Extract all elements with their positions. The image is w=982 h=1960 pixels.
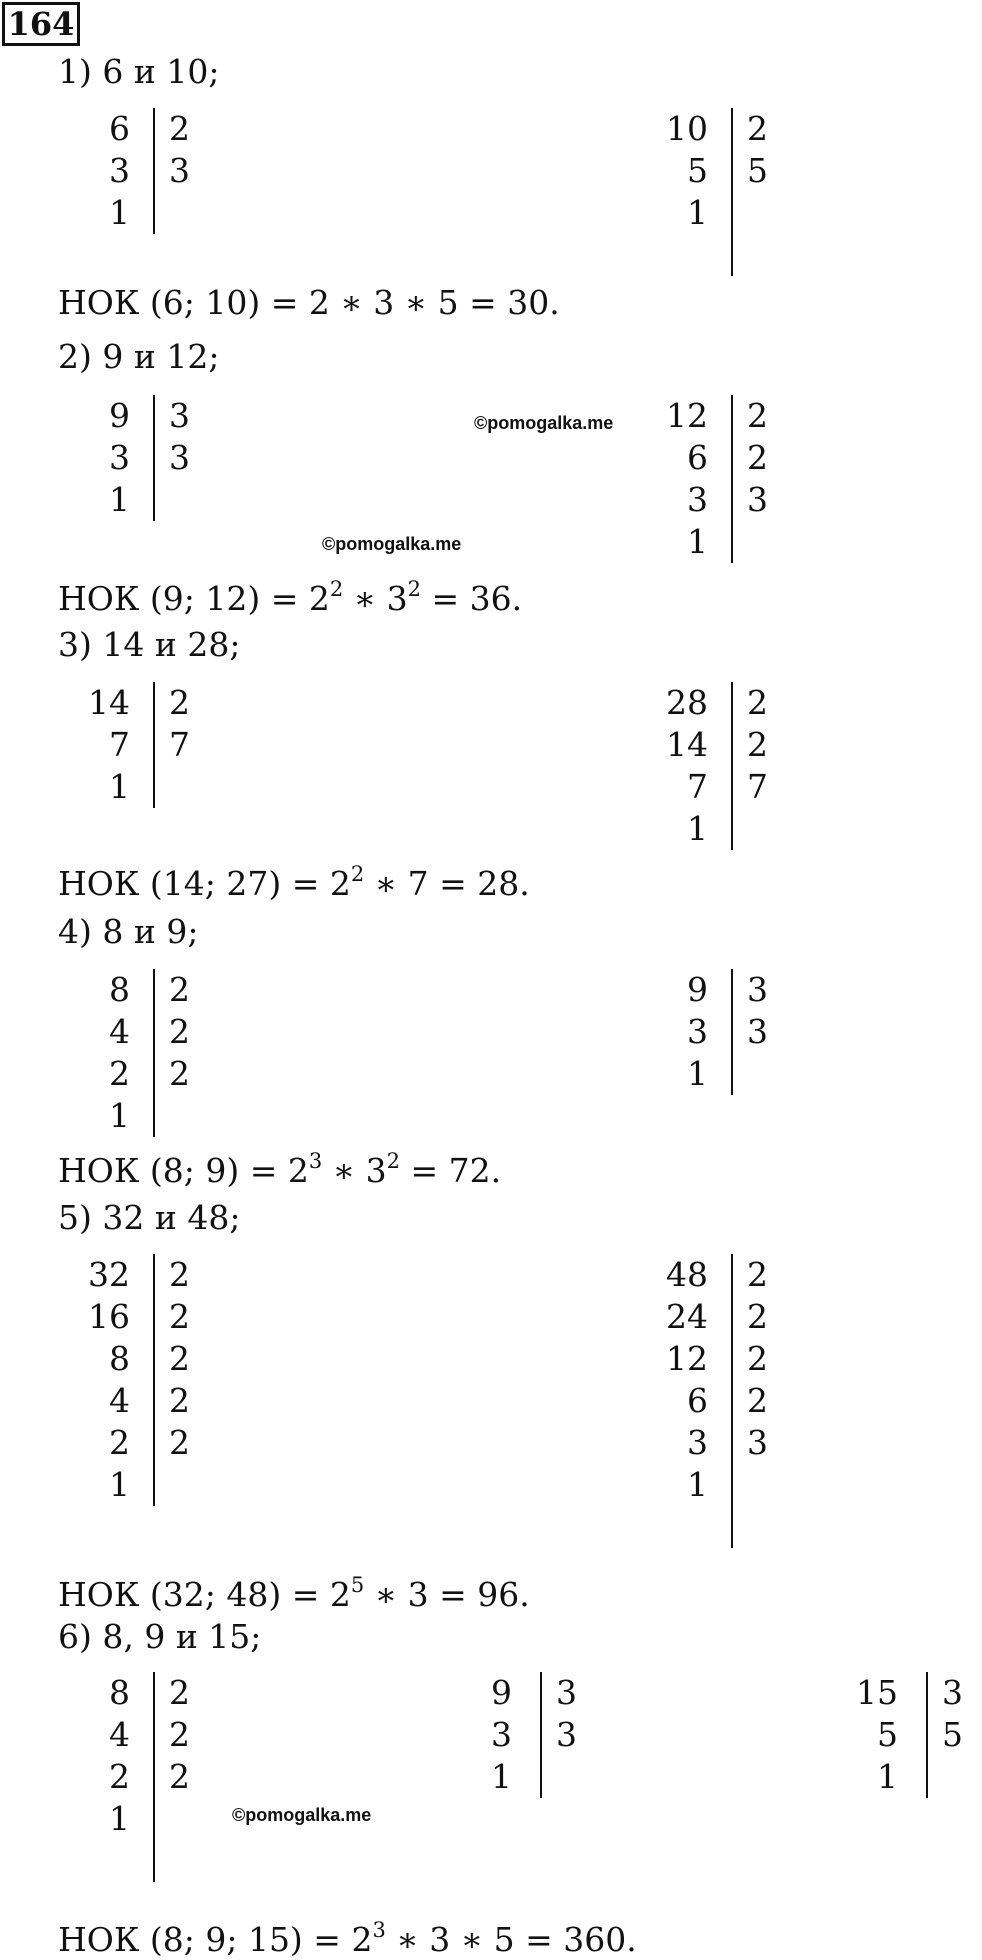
dividend-value: 8 — [109, 970, 130, 1009]
divisor-value: 2 — [747, 683, 768, 722]
power-exponent: 3 — [308, 1149, 323, 1173]
divisor-value: 2 — [169, 970, 190, 1009]
watermark: ©pomogalka.me — [474, 413, 614, 433]
factorization-table — [40, 969, 190, 1137]
divisor-value: 2 — [747, 1255, 768, 1294]
divider-line — [540, 1672, 542, 1798]
divisor-value — [169, 1095, 209, 1137]
divisor-value — [747, 192, 787, 234]
divisor-value: 3 — [747, 970, 768, 1009]
power-exponent: 2 — [350, 862, 365, 886]
section-heading: 1) 6 и 10; — [58, 52, 220, 91]
dividend-value: 4 — [109, 1012, 130, 1051]
power-exponent: 2 — [386, 1149, 401, 1173]
dividend-value: 5 — [877, 1715, 898, 1754]
result-prefix: НОК (14; 27) = — [58, 864, 330, 903]
dividend-value: 4 — [109, 1715, 130, 1754]
divisor-value: 2 — [169, 1054, 190, 1093]
dividend-value: 1 — [109, 1096, 130, 1135]
divisor-value: 2 — [169, 1423, 190, 1462]
dividend-value: 1 — [109, 193, 130, 232]
dividend-value: 2 — [109, 1054, 130, 1093]
divisor-value: 7 — [169, 725, 190, 764]
factorization-table — [40, 682, 190, 808]
section-heading: 5) 32 и 48; — [58, 1198, 241, 1237]
divisor-value: 7 — [747, 767, 768, 806]
dividend-value: 1 — [877, 1757, 898, 1796]
factorization-table — [808, 1672, 963, 1798]
divisor-value — [747, 1464, 787, 1506]
watermark: ©pomogalka.me — [232, 1805, 372, 1825]
problem-number: 164 — [2, 2, 80, 46]
divisor-value: 2 — [169, 1339, 190, 1378]
divider-line — [731, 108, 733, 276]
divider-line — [731, 395, 733, 563]
result-formula — [58, 1565, 530, 1615]
divisor-value: 3 — [556, 1673, 577, 1712]
dividend-value: 3 — [491, 1715, 512, 1754]
divisor-value — [747, 808, 787, 850]
divisor-value: 3 — [556, 1715, 577, 1754]
divisor-value — [169, 766, 209, 808]
dividend-value: 2 — [109, 1757, 130, 1796]
dividend-value: 28 — [666, 683, 708, 722]
dividend-value: 6 — [687, 438, 708, 477]
dividend-value: 12 — [666, 1339, 708, 1378]
section-heading: 2) 9 и 12; — [58, 337, 220, 376]
dividend-value: 1 — [109, 480, 130, 519]
divider-line — [153, 969, 155, 1137]
dividend-value: 3 — [687, 1423, 708, 1462]
divider-line — [153, 108, 155, 234]
divisor-value: 2 — [169, 1297, 190, 1336]
divisor-value: 2 — [169, 109, 190, 148]
result-prefix: НОК (32; 48) = — [58, 1575, 330, 1614]
dividend-value: 6 — [109, 109, 130, 148]
formula-tail: = 72. — [400, 1151, 502, 1190]
divisor-value: 3 — [747, 480, 768, 519]
dividend-value: 3 — [687, 1012, 708, 1051]
dividend-value: 9 — [491, 1673, 512, 1712]
dividend-value: 15 — [856, 1673, 898, 1712]
result-formula — [58, 854, 530, 904]
dividend-value: 7 — [687, 767, 708, 806]
factorization-table — [618, 108, 768, 276]
factorization-table — [422, 1672, 577, 1798]
divisor-value: 3 — [169, 396, 190, 435]
divisor-value: 2 — [169, 1012, 190, 1051]
section-heading: 3) 14 и 28; — [58, 625, 241, 664]
power-base: 3 — [365, 1151, 387, 1190]
dividend-value: 8 — [109, 1339, 130, 1378]
result-prefix: НОК (9; 12) = — [58, 579, 309, 618]
dividend-value: 1 — [109, 1465, 130, 1504]
formula-tail: ∗ 3 ∗ 5 = 360. — [385, 1920, 637, 1959]
dividend-value: 16 — [88, 1297, 130, 1336]
divisor-value: 3 — [747, 1012, 768, 1051]
divider-line — [153, 1254, 155, 1506]
section-heading: 6) 8, 9 и 15; — [58, 1617, 262, 1656]
divisor-value: 2 — [747, 396, 768, 435]
result-formula — [58, 569, 522, 619]
dividend-value: 32 — [88, 1255, 130, 1294]
divisor-value: 5 — [942, 1715, 963, 1754]
divisor-value: 2 — [169, 1757, 190, 1796]
divisor-value: 5 — [747, 151, 768, 190]
power-base: 2 — [351, 1920, 373, 1959]
result-prefix: НОК (8; 9; 15) = — [58, 1920, 352, 1959]
dividend-value: 5 — [687, 151, 708, 190]
divisor-value: 2 — [747, 1381, 768, 1420]
power-exponent: 5 — [350, 1573, 365, 1597]
divisor-value — [169, 479, 209, 521]
factorization-table — [618, 682, 768, 850]
factorization-table — [618, 1254, 768, 1548]
divider-line — [731, 1254, 733, 1548]
factorization-table — [40, 1254, 190, 1506]
dividend-value: 1 — [687, 1054, 708, 1093]
divisor-value: 3 — [169, 151, 190, 190]
power-exponent: 3 — [372, 1918, 386, 1942]
watermark: ©pomogalka.me — [322, 534, 462, 554]
divisor-value: 2 — [747, 438, 768, 477]
dividend-value: 12 — [666, 396, 708, 435]
dividend-value: 4 — [109, 1381, 130, 1420]
divisor-value: 2 — [747, 1339, 768, 1378]
divisor-value — [169, 192, 209, 234]
divider-line — [731, 682, 733, 850]
formula-tail: ∗ 3 = 96. — [364, 1575, 530, 1614]
dividend-value: 9 — [687, 970, 708, 1009]
dividend-value: 2 — [109, 1423, 130, 1462]
factorization-table — [618, 969, 768, 1095]
section-heading: 4) 8 и 9; — [58, 912, 199, 951]
dividend-value: 1 — [687, 193, 708, 232]
power-base: 3 — [386, 579, 408, 618]
power-exponent: 2 — [407, 577, 422, 601]
divisor-value — [169, 1464, 209, 1506]
power-exponent: 2 — [329, 577, 344, 601]
factorization-table — [40, 108, 190, 234]
dividend-value: 1 — [491, 1757, 512, 1796]
divisor-value: 2 — [169, 683, 190, 722]
divisor-value: 2 — [747, 725, 768, 764]
result-prefix: НОК (6; 10) = 2 ∗ 3 ∗ 5 = 30. — [58, 283, 560, 322]
dividend-value: 3 — [687, 480, 708, 519]
divisor-value — [747, 521, 787, 563]
divisor-value: 2 — [747, 109, 768, 148]
dividend-value: 10 — [666, 109, 708, 148]
result-formula — [58, 1141, 501, 1191]
factorization-table — [618, 395, 768, 563]
dividend-value: 14 — [88, 683, 130, 722]
power-base: 2 — [287, 1151, 309, 1190]
formula-tail: ∗ — [322, 1151, 366, 1190]
result-formula — [58, 1910, 637, 1960]
dividend-value: 3 — [109, 151, 130, 190]
factorization-table — [40, 395, 190, 521]
factorization-table — [40, 1672, 190, 1882]
divisor-value: 2 — [169, 1715, 190, 1754]
dividend-value: 14 — [666, 725, 708, 764]
formula-tail: ∗ 7 = 28. — [364, 864, 530, 903]
dividend-value: 1 — [109, 767, 130, 806]
divisor-value: 3 — [747, 1423, 768, 1462]
dividend-value: 9 — [109, 396, 130, 435]
divisor-value — [942, 1756, 982, 1798]
formula-tail: = 36. — [421, 579, 523, 618]
dividend-value: 3 — [109, 438, 130, 477]
dividend-value: 7 — [109, 725, 130, 764]
dividend-value: 1 — [109, 1799, 130, 1838]
dividend-value: 6 — [687, 1381, 708, 1420]
divisor-value: 2 — [169, 1381, 190, 1420]
divider-line — [731, 969, 733, 1095]
power-base: 2 — [308, 579, 330, 618]
result-formula — [58, 283, 560, 323]
dividend-value: 8 — [109, 1673, 130, 1712]
divisor-value — [169, 1798, 209, 1840]
divider-line — [153, 682, 155, 808]
divider-line — [153, 395, 155, 521]
divider-line — [926, 1672, 928, 1798]
divisor-value — [556, 1756, 596, 1798]
divisor-value: 2 — [747, 1297, 768, 1336]
dividend-value: 1 — [687, 522, 708, 561]
divisor-value: 2 — [169, 1255, 190, 1294]
power-base: 2 — [329, 864, 351, 903]
dividend-value: 1 — [687, 1465, 708, 1504]
formula-tail: ∗ — [343, 579, 387, 618]
dividend-value: 24 — [666, 1297, 708, 1336]
power-base: 2 — [329, 1575, 351, 1614]
dividend-value: 48 — [666, 1255, 708, 1294]
divisor-value: 3 — [942, 1673, 963, 1712]
result-prefix: НОК (8; 9) = — [58, 1151, 288, 1190]
divisor-value: 3 — [169, 438, 190, 477]
divider-line — [153, 1672, 155, 1882]
dividend-value: 1 — [687, 809, 708, 848]
divisor-value — [747, 1053, 787, 1095]
divisor-value: 2 — [169, 1673, 190, 1712]
